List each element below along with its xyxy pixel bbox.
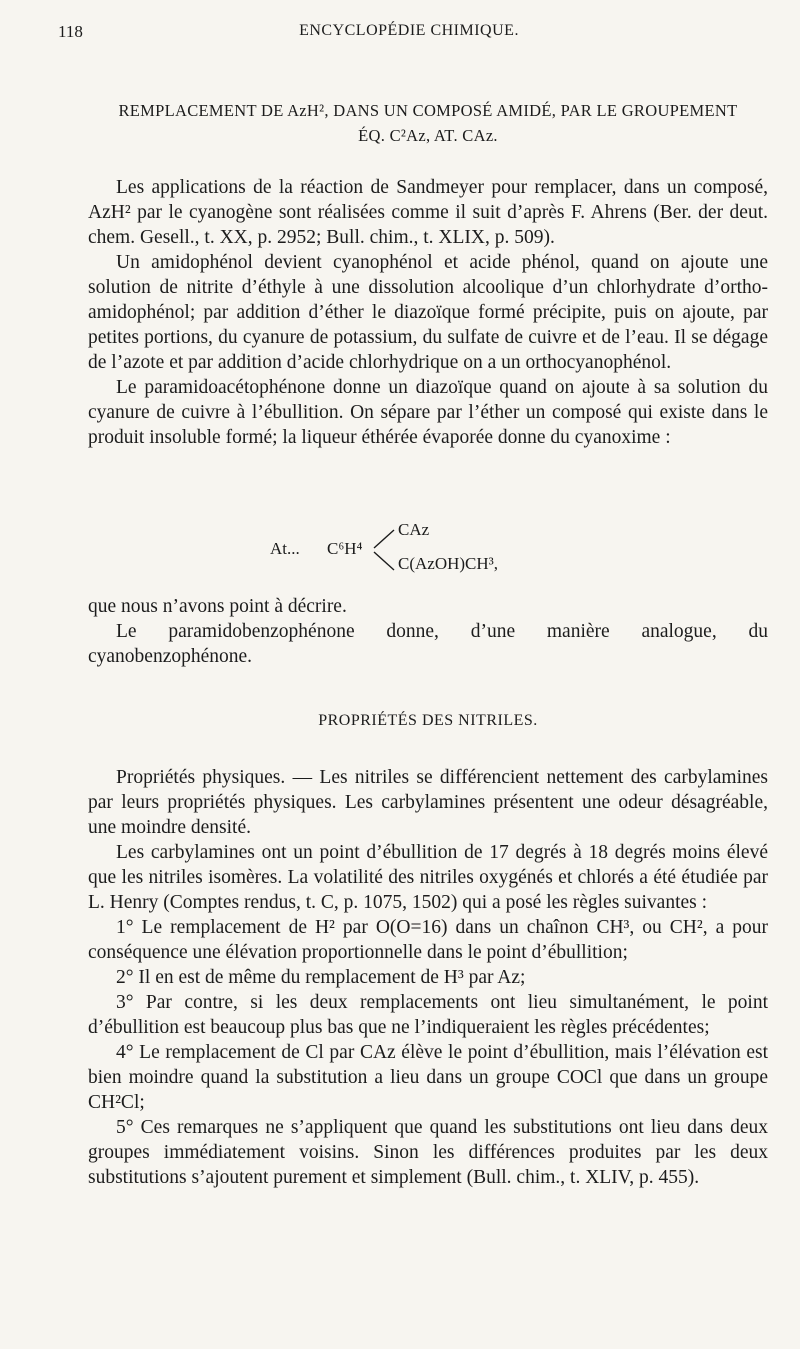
- paragraph: 2° Il en est de même du remplacement de H³ par Az;: [116, 967, 526, 988]
- section-heading-remplacement: [88, 98, 768, 148]
- formula-lower-group: C(AzOH)CH³,: [398, 554, 498, 573]
- formula-core: C⁶H⁴: [327, 539, 363, 558]
- paragraph: 3° Par contre, si les deux remplacements ont lieu simultanément, le point d’ébullition est beaucoup plus bas que ne l’indiqueraient les règles précédentes;: [88, 992, 768, 1038]
- section-heading-line-2: ÉQ. C²Az, AT. CAz.: [358, 126, 498, 145]
- running-header: [58, 22, 760, 46]
- paragraph: Le paramidobenzophénone donne, d’une manière analogue, du cyanobenzophénone.: [88, 621, 768, 667]
- running-title: ENCYCLOPÉDIE CHIMIQUE.: [299, 22, 519, 39]
- paragraph: Les applications de la réaction de Sandmeyer pour remplacer, dans un composé, AzH² par le cyanogène sont réalisées comme il suit d’après F. Ahrens (Ber. der deut. chem. Gesell., t. XX, p. 2952; Bull. chim., t. XLIX, p. 509).: [88, 177, 768, 248]
- formula-prefix: At...: [270, 539, 300, 558]
- formula-upper-group: CAz: [398, 520, 430, 539]
- section-heading-proprietes: PROPRIÉTÉS DES NITRILES.: [318, 712, 538, 729]
- paragraph: Propriétés physiques. — Les nitriles se différencient nettement des carbylamines par leurs propriétés physiques. Les carbylamines présentent une odeur désagréable, une moindre densité.: [88, 767, 768, 838]
- paragraph: Les carbylamines ont un point d’ébullition de 17 degrés à 18 degrés moins élevé que les nitriles isomères. La volatilité des nitriles oxygénés et chlorés a été étudiée par L. Henry (Comptes rendus, t. C, p. 1075, 1502) qui a posé les règles suivantes :: [88, 842, 768, 913]
- page-number: 118: [58, 22, 83, 41]
- body-text-block-2: [88, 594, 768, 669]
- body-text-block-1: [88, 175, 768, 450]
- paragraph: Le paramidoacétophénone donne un diazoïque quand on ajoute à sa solution du cyanure de cuivre à l’ébullition. On sépare par l’éther un composé qui existe dans le produit insoluble formé; la liqueur éthérée évaporée donne du cyanoxime :: [88, 377, 768, 448]
- paragraph: Un amidophénol devient cyanophénol et acide phénol, quand on ajoute une solution de nitrite d’éthyle à une dissolution alcoolique d’un chlorhydrate d’ortho-amidophénol; par addition d’éther le diazoïque formé précipite, puis on ajoute, par petites portions, du cyanure de potassium, du sulfate de cuivre et de l’eau. Il se dégage de l’azote et par addition d’acide chlorhydrique on a un orthocyanophénol.: [88, 252, 768, 373]
- paragraph: 4° Le remplacement de Cl par CAz élève le point d’ébullition, mais l’élévation est bien moindre quand la substitution a lieu dans un groupe COCl que dans un groupe CH²Cl;: [88, 1042, 768, 1113]
- paragraph: que nous n’avons point à décrire.: [88, 596, 347, 617]
- section-heading-line-1: REMPLACEMENT DE AzH², DANS UN COMPOSÉ AMIDÉ, PAR LE GROUPEMENT: [118, 101, 738, 120]
- cyanoxime-formula: [270, 520, 570, 574]
- paragraph: 5° Ces remarques ne s’appliquent que quand les substitutions ont lieu dans deux groupes immédiatement voisins. Sinon les différences produites par les deux substitutions s’ajoutent purement et simplement (Bull. chim., t. XLIV, p. 455).: [88, 1117, 768, 1188]
- paragraph: 1° Le remplacement de H² par O(O=16) dans un chaînon CH³, ou CH², a pour conséquence une élévation proportionnelle dans le point d’ébullition;: [88, 917, 768, 963]
- body-text-block-3: [88, 765, 768, 1190]
